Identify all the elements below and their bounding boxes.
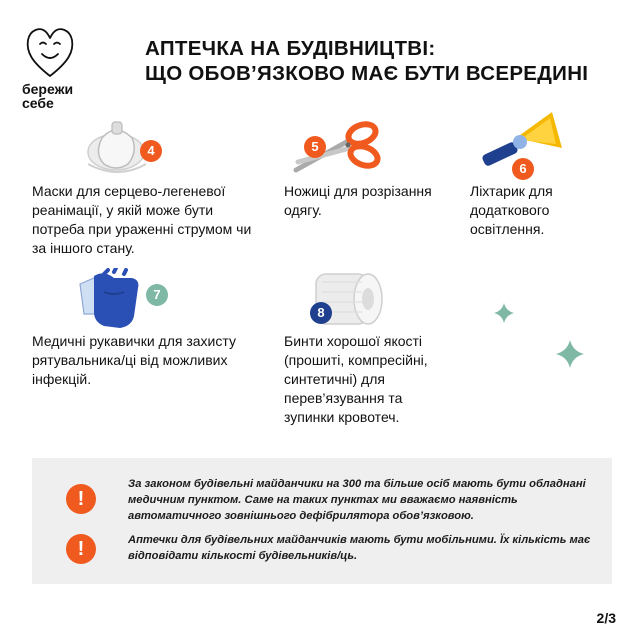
item-illustration	[32, 118, 252, 182]
item-bandage	[284, 268, 464, 427]
exclamation-icon: !	[66, 534, 96, 564]
exclamation-icon: !	[66, 484, 96, 514]
item-illustration	[284, 118, 454, 182]
item-description: Медичні рукавички для захисту рятувальника/ці від можливих інфекцій.	[32, 333, 236, 387]
brand-logo-text: бережи себе	[22, 81, 74, 111]
item-number-badge: 6	[512, 158, 534, 180]
item-description: Ножиці для розрізання одягу.	[284, 183, 432, 218]
item-number-badge: 5	[304, 136, 326, 158]
notice-panel	[32, 458, 612, 584]
item-number-badge: 8	[310, 302, 332, 324]
heart-face-icon	[22, 22, 78, 80]
page-title-line-1: АПТЕЧКА НА БУДІВНИЦТВІ:	[145, 37, 436, 60]
item-flashlight	[470, 110, 620, 239]
sparkle-icon	[556, 340, 584, 368]
item-description: Бинти хорошої якості (прошиті, компресійні, синтетичні) для перев’язування та зупинки кровотеч.	[284, 333, 428, 425]
item-number-badge: 7	[146, 284, 168, 306]
page-title	[145, 36, 625, 86]
page-indicator: 2/3	[596, 610, 616, 626]
item-gloves	[32, 268, 252, 389]
item-cpr-mask	[32, 118, 252, 258]
item-illustration	[284, 268, 464, 332]
item-illustration	[32, 268, 252, 332]
notice-text: За законом будівельні майданчики на 300 та більше осіб мають бути обладнані медичним пунктом. Саме на таких пунктах ми вважаємо наявність автоматичного зовнішнього дефібрилятора обов’язковою.	[128, 478, 586, 522]
scissors-icon	[288, 118, 388, 180]
notice-item	[32, 468, 612, 528]
notice-item	[32, 530, 612, 580]
item-illustration	[470, 110, 620, 182]
brand-logo	[22, 22, 112, 110]
notice-text: Аптечки для будівельних майданчиків мають бути мобільними. Їх кількість має відповідати кількості будівельників/ць.	[128, 534, 591, 562]
sparkle-icon	[494, 303, 514, 323]
item-scissors	[284, 118, 454, 220]
page-title-line-2: ЩО ОБОВ’ЯЗКОВО МАЄ БУТИ ВСЕРЕДИНІ	[145, 62, 589, 85]
item-number-badge: 4	[140, 140, 162, 162]
item-description: Ліхтарик для додаткового освітлення.	[470, 183, 553, 237]
item-description: Маски для серцево-легеневої реанімації, у якій може бути потреба при ураженні струмом чи за іншого стану.	[32, 183, 252, 256]
